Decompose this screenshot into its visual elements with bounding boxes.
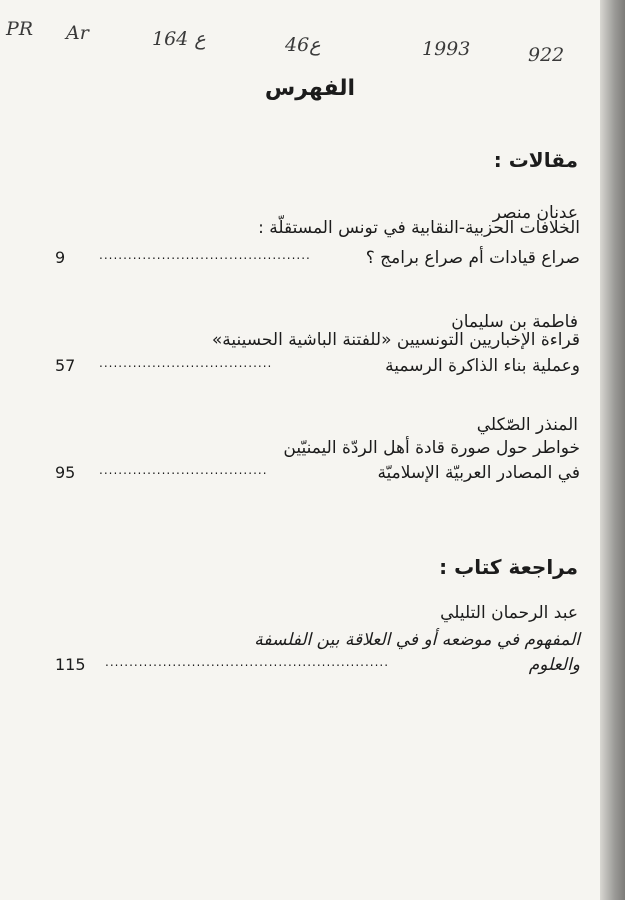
page-title: الفهرس: [264, 76, 356, 101]
page-number: 95: [55, 463, 76, 482]
leader-dots: ....................................: [99, 356, 273, 370]
page-number: 57: [55, 356, 76, 375]
entry-title-line: وعملية بناء الذاكرة الرسمية: [385, 356, 580, 376]
handwritten-note: Ar: [66, 22, 89, 44]
handwritten-note: PR: [6, 18, 34, 40]
entry-title-line: الخلافات الحزبية-النقابية في تونس المستقلّة :: [258, 218, 580, 238]
toc-entry[interactable]: [55, 356, 580, 378]
page-edge-shadow: [600, 0, 625, 900]
page-number: 9: [55, 248, 66, 267]
entry-title-line: المفهوم في موضعه أو في العلاقة بين الفلسفة: [254, 630, 580, 650]
entry-title-line: والعلوم: [528, 655, 580, 675]
page-number: 115: [55, 655, 86, 674]
handwritten-number: 922: [528, 44, 565, 66]
entry-author: المنذر الصّكلي: [476, 415, 578, 435]
entry-author: عدنان منصر: [492, 203, 578, 223]
entry-author: فاطمة بن سليمان: [451, 312, 578, 332]
leader-dots: ............................................: [99, 248, 311, 262]
entry-title-line: قراءة الإخباريين التونسيين «للفتنة الباشية الحسينية»: [211, 330, 580, 350]
section-heading-review: مراجعة كتاب :: [439, 555, 578, 579]
toc-entry[interactable]: [55, 248, 580, 270]
handwritten-note: 46ع: [285, 34, 321, 56]
entry-title-line: خواطر حول صورة قادة أهل الردّة اليمنيّين: [283, 438, 580, 458]
entry-title-line: في المصادر العربيّة الإسلاميّة: [377, 463, 580, 483]
toc-entry[interactable]: [55, 463, 580, 485]
leader-dots: ...................................: [99, 463, 268, 477]
leader-dots: ...........................................................: [105, 655, 390, 669]
handwritten-note: 164 ع: [152, 28, 206, 50]
toc-entry[interactable]: [55, 655, 580, 677]
entry-title-line: صراع قيادات أم صراع برامج ؟: [365, 248, 580, 268]
handwritten-year: 1993: [422, 38, 471, 60]
section-heading-articles: مقالات :: [493, 148, 578, 172]
entry-author: عبد الرحمان التليلي: [440, 603, 578, 623]
